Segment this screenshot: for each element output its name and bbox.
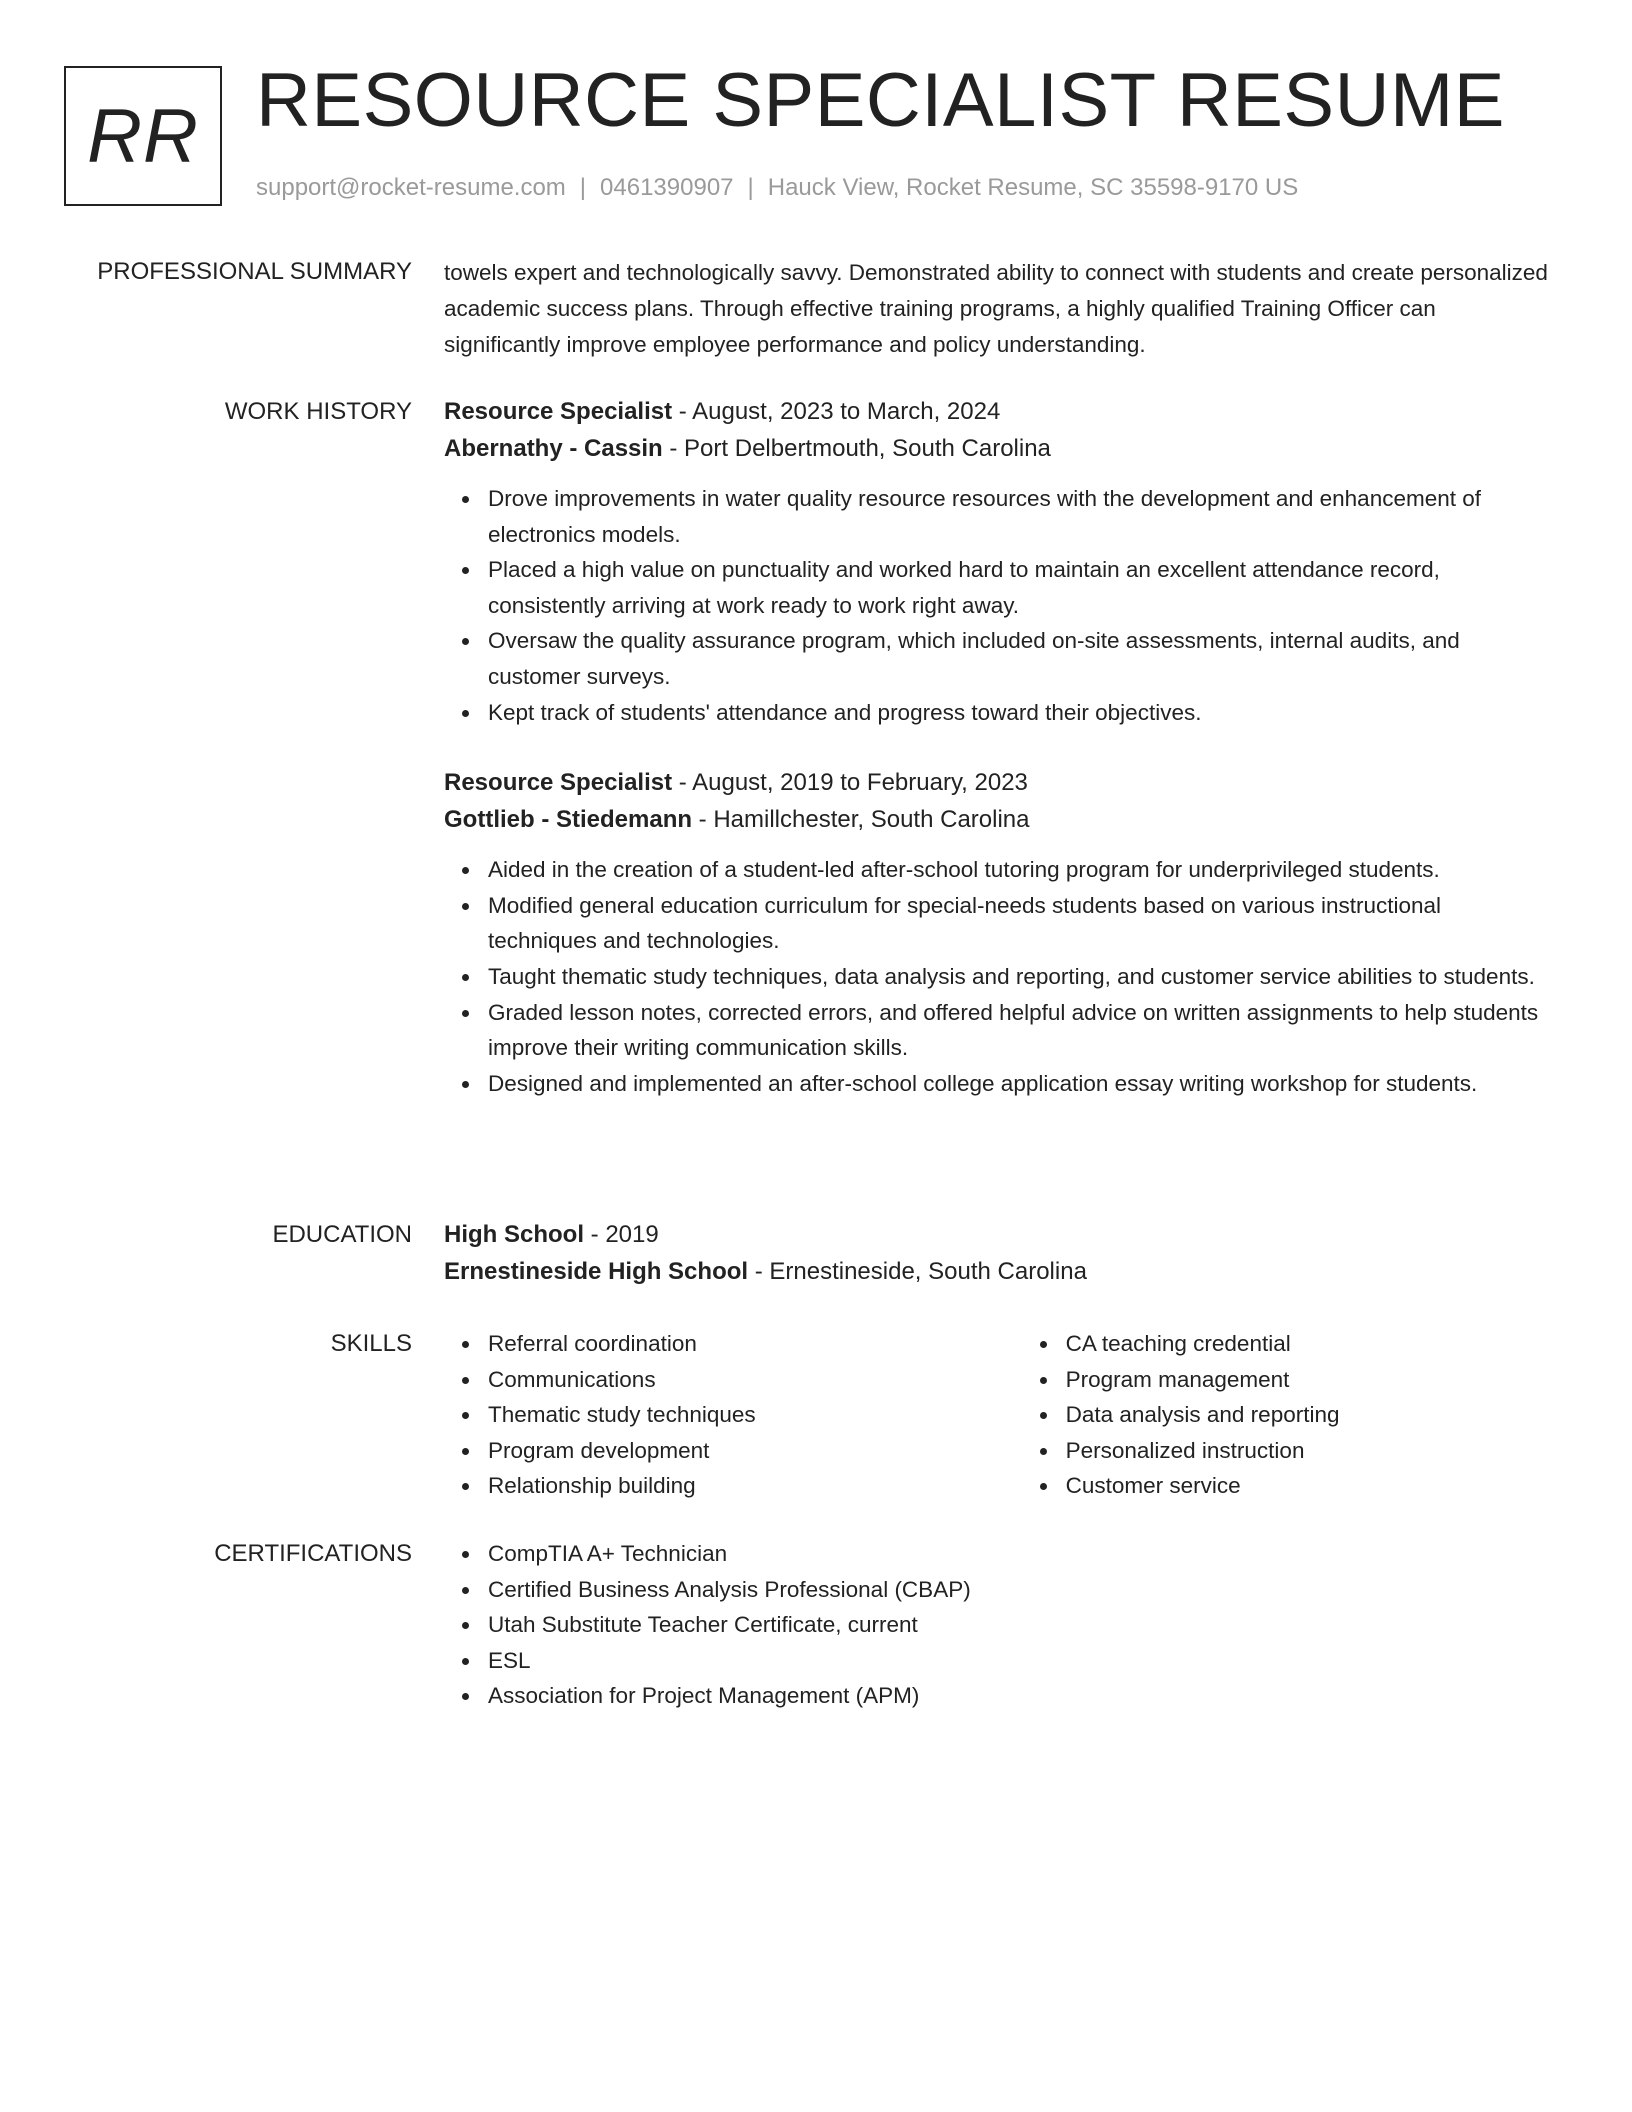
list-item: Relationship building [488,1468,1022,1504]
degree-line [444,1216,1556,1253]
job-company-line [444,801,1556,838]
certifications-body [444,1536,1556,1714]
job-dates: - August, 2019 to February, 2023 [672,769,1028,797]
contact-line [256,172,1298,204]
job-bullets [444,481,1556,730]
job-entry [444,764,1556,1101]
job-location: - Port Delbertmouth, South Carolina [662,435,1051,462]
list-item: Program development [488,1433,1022,1469]
list-item: Oversaw the quality assurance program, which included on-site assessments, internal audits, and customer surveys. [488,623,1556,694]
list-item: Placed a high value on punctuality and worked hard to maintain an excellent attendance record, consistently arriving at work ready to work right away. [488,552,1556,623]
job-title-line [444,764,1556,801]
school-location: - Ernestineside, South Carolina [748,1258,1087,1285]
list-item: Utah Substitute Teacher Certificate, current [488,1607,1556,1643]
job-company-line [444,430,1556,467]
degree-year: - 2019 [584,1221,659,1248]
job-location: - Hamillchester, South Carolina [692,806,1030,834]
contact-address: Hauck View, Rocket Resume, SC 35598-9170 US [767,174,1299,201]
list-item: CompTIA A+ Technician [488,1536,1556,1572]
monogram-logo: RR [64,66,222,206]
list-item: Graded lesson notes, corrected errors, and offered helpful advice on written assignments to help students improve their writing communication skills. [488,995,1556,1066]
skills-heading: SKILLS [330,1330,412,1357]
skills-body [444,1326,1556,1504]
list-item: Taught thematic study techniques, data analysis and reporting, and customer service abilities to students. [488,959,1556,995]
education-body [444,1216,1556,1290]
list-item: Association for Project Management (APM) [488,1678,1556,1714]
skills-list-right [1022,1326,1556,1504]
contact-separator: | [747,174,754,201]
degree-name: High School [444,1221,584,1248]
job-entry [444,393,1556,730]
resume-title: RESOURCE SPECIALIST RESUME [256,58,1506,143]
work-history-body [444,393,1556,1101]
work-history-heading: WORK HISTORY [224,398,412,425]
list-item: CA teaching credential [1066,1326,1556,1362]
list-item: Modified general education curriculum for special-needs students based on various instructional techniques and technologies. [488,888,1556,959]
skills-list-left [444,1326,1022,1504]
list-item: Personalized instruction [1066,1433,1556,1469]
list-item: Designed and implemented an after-school college application essay writing workshop for students. [488,1066,1556,1102]
job-bullets [444,852,1556,1101]
list-item: Data analysis and reporting [1066,1397,1556,1433]
certifications-list [444,1536,1556,1714]
education-heading: EDUCATION [272,1221,412,1248]
job-dates: - August, 2023 to March, 2024 [672,398,1001,425]
list-item: Communications [488,1362,1022,1398]
list-item: Certified Business Analysis Professional (CBAP) [488,1572,1556,1608]
list-item: Aided in the creation of a student-led after-school tutoring program for underprivileged students. [488,852,1556,888]
list-item: Customer service [1066,1468,1556,1504]
job-title: Resource Specialist [444,398,673,425]
list-item: Program management [1066,1362,1556,1398]
job-title-line [444,393,1556,430]
list-item: Drove improvements in water quality resource resources with the development and enhancement of electronics models. [488,481,1556,552]
list-item: Referral coordination [488,1326,1022,1362]
school-name: Ernestineside High School [444,1258,749,1285]
list-item: Kept track of students' attendance and progress toward their objectives. [488,695,1556,731]
contact-email: support@rocket-resume.com [256,174,566,201]
certifications-heading: CERTIFICATIONS [214,1540,412,1567]
job-title: Resource Specialist [444,769,673,797]
job-company: Abernathy - Cassin [444,435,663,462]
contact-phone: 0461390907 [600,174,734,201]
list-item: Thematic study techniques [488,1397,1022,1433]
job-company: Gottlieb - Stiedemann [444,806,693,834]
list-item: ESL [488,1643,1556,1679]
contact-separator: | [579,174,587,201]
summary-text: towels expert and technologically savvy. Demonstrated ability to connect with students and create personalized academic success plans. Through effective training programs, a highly qualified Training Officer can significantly improve employee performance and policy understanding. [444,260,1548,357]
summary-heading: PROFESSIONAL SUMMARY [97,258,412,285]
school-line [444,1253,1556,1290]
